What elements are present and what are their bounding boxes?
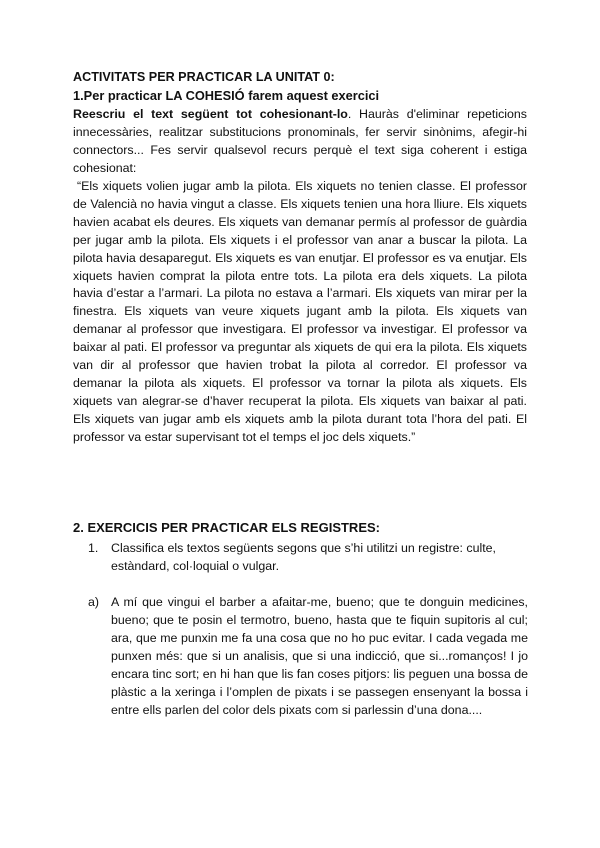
registers-section-title: 2. EXERCICIS PER PRACTICAR ELS REGISTRES:: [73, 520, 380, 535]
exercise-instructions: [73, 106, 527, 178]
instruction-bold-text: Reescriu el text següent tot cohesionant-lo: [73, 107, 348, 121]
instruction-text: . Hauràs d'eliminar repeticions innecessàries, realitzar substitucions pronominals, fer servir sinònims, afegir-hi connectors... Fes servir qualsevol recurs perquè el text siga coherent i estiga cohesionat:: [73, 107, 527, 175]
list-item-text: Classifica els textos següents segons que s’hi utilitzi un registre: culte, estàndard, col·loquial o vulgar.: [111, 541, 496, 573]
sample-text: A mí que vingui el barber a afaitar-me, bueno; que te donguin medicines, bueno; que te posin el termotro, bueno, hasta que te fiquin supitoris al cul; ara, que me punxin me fa una cosa que no ho puc evitar. I cada vegada me punxen més: que si un analisis, que si una indicció, que si...romanços! I jo encara tinc sort; en hi han que lis fan coses pitjors: lis peguen una bossa de plàstic a la xeringa i l’omplen de pixats i se passegen ensenyant la bossa i entre ells parlen del color dels pixats com si parlessin d’una dona....: [111, 595, 528, 717]
text-sample-a: [88, 593, 528, 719]
cohesion-exercise-heading: 1.Per practicar LA COHESIÓ farem aquest exercici: [73, 88, 380, 103]
activities-title: ACTIVITATS PER PRACTICAR LA UNITAT 0:: [73, 70, 335, 84]
sample-label: a): [88, 595, 100, 609]
list-number: 1.: [88, 541, 99, 555]
source-text-quote: “Els xiquets volien jugar amb la pilota. Els xiquets no tenien classe. El professor de Valencià no havia vingut a classe. Els xiquets tenien una hora lliure. Els xiquets havien acabat els deures. Els xiquets van demanar permís al professor de guàrdia per jugar amb la pilota. Els xiquets i el professor van anar a buscar la pilota. La pilota havia desaparegut. Els xiquets es van enutjar. El professor es va enutjar. Els xiquets havien comprat la pilota entre tots. La pilota era dels xiquets. La pilota havia d’estar a l’armari. La pilota no estava a l’armari. Els xiquets van mirar per la finestra. Els xiquets van veure xiquets jugant amb la pilota. Els xiquets van demanar al professor que investigara. El professor va investigar. El professor va baixar al pati. El professor va preguntar als xiquets de qui era la pilota. Els xiquets van dir al professor que havien trobat la pilota al corredor. El professor va demanar la pilota als xiquets. El professor va tornar la pilota als xiquets. Els xiquets van alegrar-se d’haver recuperat la pilota. Els xiquets van baixar al pati. Els xiquets van jugar amb els xiquets amb la pilota durant tota l’hora del pati. El professor va estar supervisant tot el temps el joc dels xiquets.”: [73, 179, 527, 444]
numbered-list-item: [88, 540, 528, 576]
